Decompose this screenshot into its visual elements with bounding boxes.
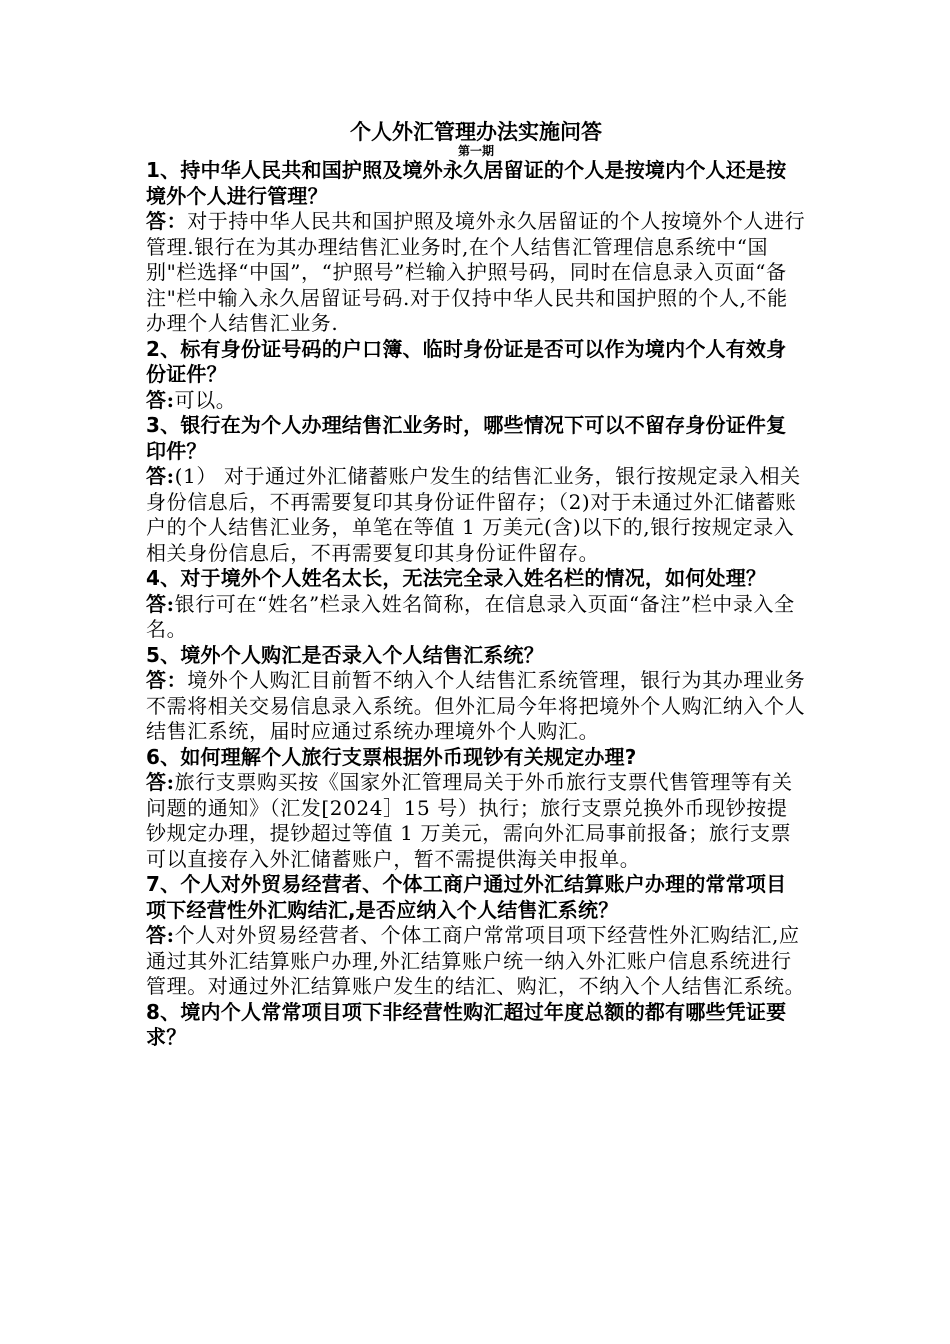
answer-2: [146, 388, 806, 414]
answer-6-text: 旅行支票购买按《国家外汇管理局关于外币旅行支票代售管理等有关问题的通知》（汇发[2024］15 号）执行；旅行支票兑换外币现钞按提钞规定办理，提钞超过等值 1 万美元，需向外汇局事前报备；旅行支票可以直接存入外汇储蓄账户，暂不需提供海关申报单。: [146, 770, 793, 871]
question-2: 2、标有身份证号码的户口簿、临时身份证是否可以作为境内个人有效身份证件？: [146, 336, 787, 386]
question-6: 6、如何理解个人旅行支票根据外币现钞有关规定办理?: [146, 744, 637, 769]
question-5: 5、境外个人购汇是否录入个人结售汇系统？: [146, 642, 544, 667]
answer-5-lead: 答：: [146, 668, 188, 692]
answer-3: [146, 464, 806, 566]
question-7: 7、个人对外贸易经营者、个体工商户通过外汇结算账户办理的常常项目项下经营性外汇购结汇,是否应纳入个人结售汇系统？: [146, 872, 787, 922]
answer-6: [146, 770, 806, 872]
document-page: [146, 118, 806, 1051]
answer-4-lead: 答:: [146, 591, 175, 616]
answer-5-text: 境外个人购汇目前暂不纳入个人结售汇系统管理，银行为其办理业务不需将相关交易信息录入系统。但外汇局今年将把境外个人购汇纳入个人结售汇系统，届时应通过系统办理境外个人购汇。: [146, 668, 806, 743]
question-8: 8、境内个人常常项目项下非经营性购汇超过年度总额的都有哪些凭证要求？: [146, 999, 787, 1049]
qa-item-3: [146, 413, 806, 566]
qa-item-5: [146, 643, 806, 745]
qa-item-6: [146, 745, 806, 873]
answer-3-text: (1） 对于通过外汇储蓄账户发生的结售汇业务，银行按规定录入相关身份信息后，不再需要复印其身份证件留存；（2)对于未通过外汇储蓄账户的个人结售汇业务，单笔在等值 1 万美元(含)以下的,银行按规定录入相关身份信息后，不再需要复印其身份证件留存。: [146, 464, 801, 565]
question-4: 4、对于境外个人姓名太长，无法完全录入姓名栏的情况，如何处理？: [146, 566, 767, 590]
question-1: 1、持中华人民共和国护照及境外永久居留证的个人是按境内个人还是按境外个人进行管理？: [146, 158, 787, 208]
qa-item-1: [146, 158, 806, 337]
question-3: 3、银行在为个人办理结售汇业务时，哪些情况下可以不留存身份证件复印件？: [146, 413, 787, 463]
qa-item-4: [146, 566, 806, 643]
answer-2-lead: 答:: [146, 387, 175, 412]
answer-1-lead: 答：: [146, 209, 188, 233]
answer-7: [146, 923, 806, 1000]
answer-5: [146, 668, 806, 745]
answer-4: [146, 592, 806, 643]
answer-3-lead: 答:: [146, 464, 175, 488]
answer-4-text: 银行可在“姓名”栏录入姓名简称，在信息录入页面“备注”栏中录入全名。: [146, 591, 795, 641]
answer-1: [146, 209, 806, 337]
qa-item-7: [146, 872, 806, 1000]
answer-7-text: 个人对外贸易经营者、个体工商户常常项目项下经营性外汇购结汇,应通过其外汇结算账户办理,外汇结算账户统一纳入外汇账户信息系统进行管理。对通过外汇结算账户发生的结汇、购汇，不纳入个人结售汇系统。: [146, 923, 806, 998]
qa-item-2: [146, 337, 806, 414]
answer-1-text: 对于持中华人民共和国护照及境外永久居留证的个人按境外个人进行管理.银行在为其办理结售汇业务时,在个人结售汇管理信息系统中“国别"栏选择“中国”，“护照号”栏输入护照号码，同时在信息录入页面“备注"栏中输入永久居留证号码.对于仅持中华人民共和国护照的个人,不能办理个人结售汇业务.: [146, 209, 806, 335]
answer-6-lead: 答:: [146, 770, 175, 794]
answer-7-lead: 答:: [146, 923, 175, 947]
qa-item-8: [146, 1000, 806, 1051]
document-title: 个人外汇管理办法实施问答: [350, 120, 602, 144]
answer-2-text: 可以。: [174, 387, 237, 412]
document-subtitle: 第一期: [457, 144, 494, 158]
